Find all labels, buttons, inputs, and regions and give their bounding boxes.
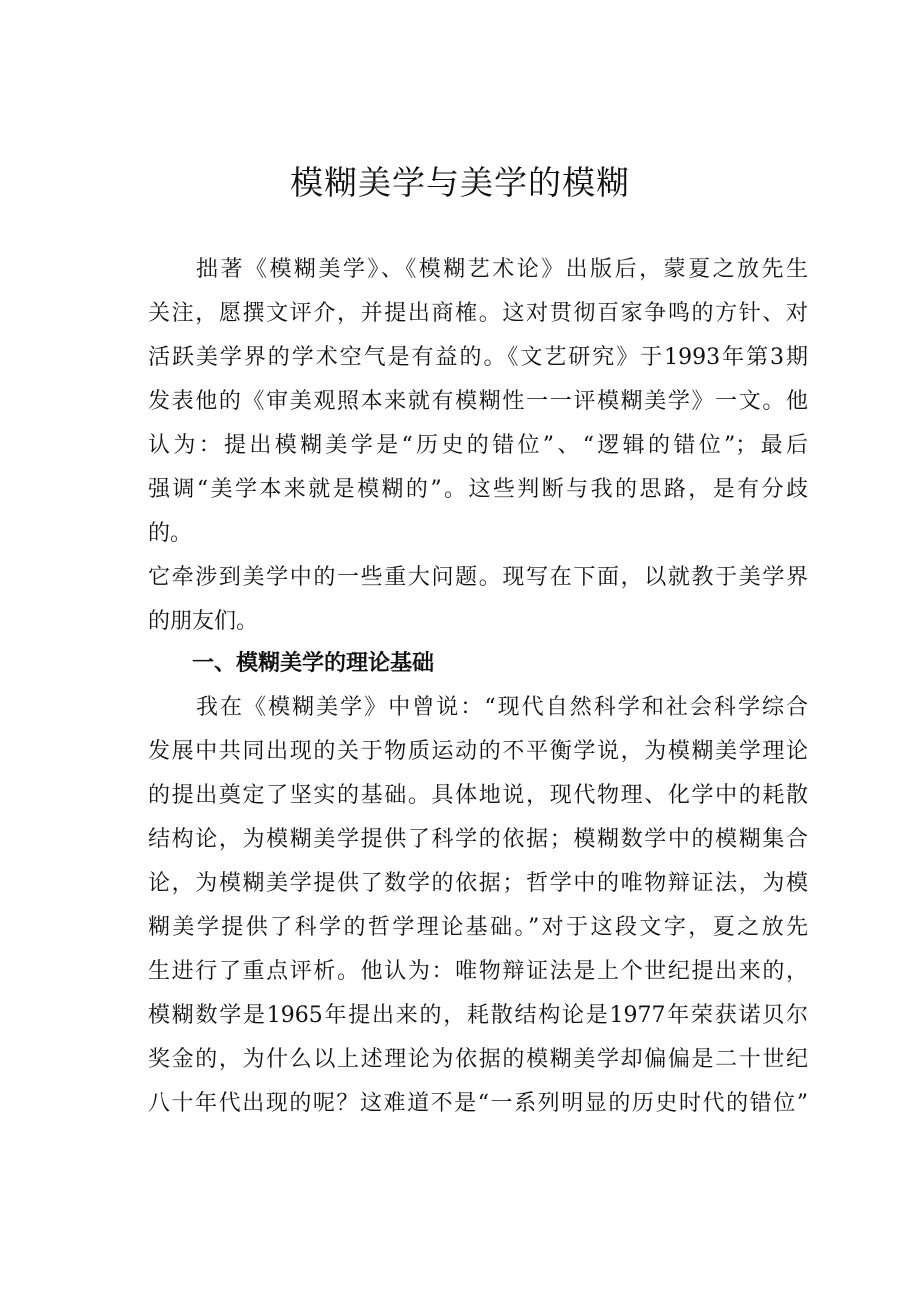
paragraph-3-line-3: 的提出奠定了坚实的基础。具体地说，现代物理、化学中的耗散 [148, 783, 808, 808]
paragraph-3-line-4: 结构论，为模糊美学提供了科学的依据；模糊数学中的模糊集合 [148, 827, 808, 852]
paragraph-3-line-5: 论，为模糊美学提供了数学的依据；哲学中的唯物辩证法，为模 [148, 871, 808, 896]
paragraph-1-line-1: 拙著《模糊美学》、《模糊艺术论》出版后，蒙夏之放先生 [196, 257, 808, 282]
paragraph-3-line-2: 发展中共同出现的关于物质运动的不平衡学说，为模糊美学理论 [148, 739, 808, 764]
paragraph-3-line-9: 奖金的，为什么以上述理论为依据的模糊美学却偏偏是二十世纪 [148, 1047, 808, 1072]
paragraph-1-line-2: 关注，愿撰文评介，并提出商榷。这对贯彻百家争鸣的方针、对 [148, 301, 808, 326]
paragraph-1-line-5: 认为：提出模糊美学是“历史的错位”、“逻辑的错位”；最后 [148, 433, 808, 458]
paragraph-3-line-10: 八十年代出现的呢？这难道不是“一系列明显的历史时代的错位” [148, 1091, 808, 1116]
paragraph-3-line-8: 模糊数学是1965年提出来的，耗散结构论是1977年荣获诺贝尔 [148, 1003, 808, 1028]
paragraph-2-line-2: 的朋友们。 [148, 609, 259, 634]
paragraph-3-line-6: 糊美学提供了科学的哲学理论基础。”对于这段文字，夏之放先 [148, 915, 808, 940]
paragraph-3-line-7: 生进行了重点评析。他认为：唯物辩证法是上个世纪提出来的， [148, 959, 808, 984]
paragraph-1-line-4: 发表他的《审美观照本来就有模糊性一一评模糊美学》一文。他 [148, 389, 808, 414]
paragraph-1-line-7: 的。 [148, 521, 193, 546]
paragraph-3-line-1: 我在《模糊美学》中曾说：“现代自然科学和社会科学综合 [196, 695, 808, 720]
document-title: 模糊美学与美学的模糊 [290, 163, 630, 202]
section-heading: 一、模糊美学的理论基础 [192, 651, 435, 676]
paragraph-1-line-6: 强调“美学本来就是模糊的”。这些判断与我的思路，是有分歧 [148, 477, 808, 502]
paragraph-2-line-1: 它牵涉到美学中的一些重大问题。现写在下面，以就教于美学界 [148, 565, 808, 590]
paragraph-1-line-3: 活跃美学界的学术空气是有益的。《文艺研究》于1993年第3期 [148, 345, 808, 370]
